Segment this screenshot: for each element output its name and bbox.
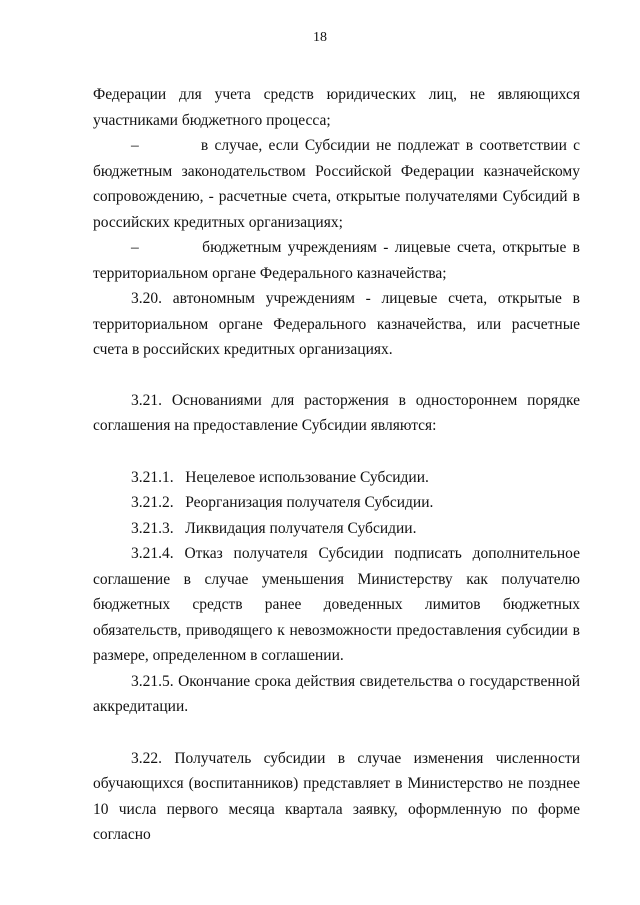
paragraph-3-21: 3.21. Основаниями для расторжения в одностороннем порядке соглашения на предоставление Субсидии являются: [93, 391, 580, 434]
document-body [93, 82, 580, 848]
paragraph-3-21-4: 3.21.4. Отказ получателя Субсидии подписать дополнительное соглашение в случае уменьшения Министерству как получателю бюджетных средств ранее доведенных лимитов бюджетных обязательств, приводящего к невозможности предоставления субсидии в размере, определенном в соглашении. [93, 545, 580, 664]
paragraph-budget-institutions: – бюджетным учреждениям - лицевые счета, открытые в территориальном органе Федерального казначейства; [93, 239, 580, 282]
paragraph-3-22: 3.22. Получатель субсидии в случае изменения численности обучающихся (воспитанников) представляет в Министерство не позднее 10 числа первого месяца квартала заявку, оформленную по форме согласно [93, 749, 580, 843]
paragraph-3-21-1: 3.21.1. Нецелевое использование Субсидии. [131, 468, 429, 486]
paragraph-3-20: 3.20. автономным учреждениям - лицевые счета, открытые в территориальном органе Федерального казначейства, или расчетные счета в российских кредитных организациях. [93, 290, 580, 358]
paragraph-bank-accounts: – в случае, если Субсидии не подлежат в соответствии с бюджетным законодательством Российской Федерации казначейскому сопровождению, - расчетные счета, открытые получателями Субсидий в российских кредитных организациях; [93, 137, 580, 231]
paragraph-federation-accounts: Федерации для учета средств юридических лиц, не являющихся участниками бюджетного процесса; [93, 86, 580, 129]
paragraph-3-21-3: 3.21.3. Ликвидация получателя Субсидии. [131, 519, 417, 537]
paragraph-3-21-5: 3.21.5. Окончание срока действия свидетельства о государственной аккредитации. [93, 672, 580, 715]
paragraph-3-21-2: 3.21.2. Реорганизация получателя Субсидии. [131, 494, 434, 511]
page-number: 18 [313, 30, 327, 45]
